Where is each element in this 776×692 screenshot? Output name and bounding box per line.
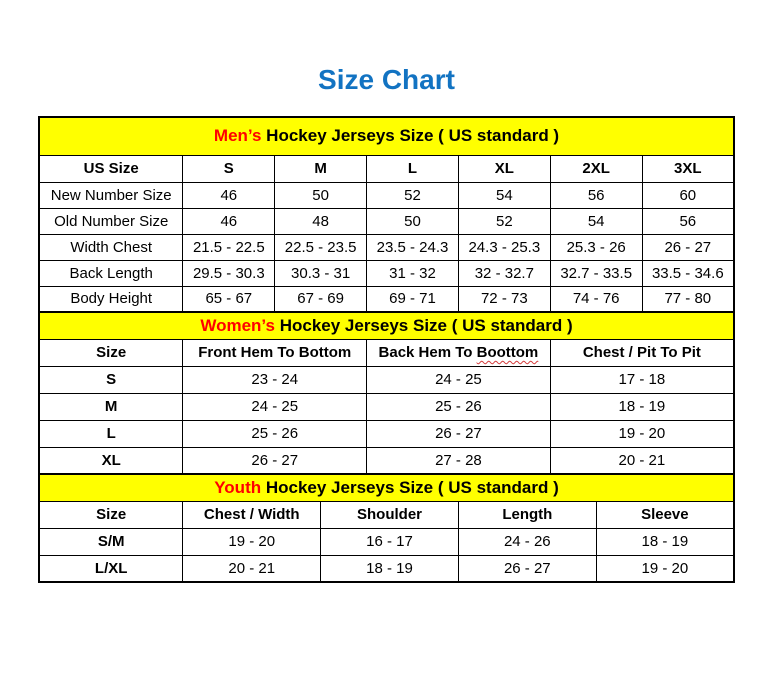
table-row [39, 447, 734, 474]
table-row [39, 208, 734, 234]
mens-banner-row [39, 117, 734, 155]
size-value-cell: 31 - 32 [367, 260, 459, 286]
banner-rest-text: Hockey Jerseys Size ( US standard ) [274, 315, 573, 335]
column-header: XL [458, 155, 550, 182]
size-value-cell: 26 - 27 [183, 447, 367, 474]
size-value-cell: 21.5 - 22.5 [183, 234, 275, 260]
table-row [39, 366, 734, 393]
column-header: Chest / Pit To Pit [550, 339, 734, 366]
size-value-cell: 22.5 - 23.5 [275, 234, 367, 260]
table-row [39, 393, 734, 420]
size-value-cell: 24 - 25 [367, 366, 551, 393]
banner-accent-text: Youth [214, 477, 262, 497]
table-row [39, 234, 734, 260]
size-value-cell: 29.5 - 30.3 [183, 260, 275, 286]
misspelled-word: Boottom [476, 344, 539, 361]
size-value-cell: 48 [275, 208, 367, 234]
size-value-cell: 19 - 20 [596, 555, 734, 582]
size-value-cell: 52 [458, 208, 550, 234]
column-header: US Size [39, 155, 183, 182]
size-value-cell: 24.3 - 25.3 [458, 234, 550, 260]
size-value-cell: 26 - 27 [642, 234, 734, 260]
size-value-cell: 25 - 26 [367, 393, 551, 420]
size-value-cell: 18 - 19 [550, 393, 734, 420]
column-header: M [275, 155, 367, 182]
mens-size-table [38, 116, 735, 313]
womens-banner-row [39, 312, 734, 339]
column-header: Length [458, 501, 596, 528]
table-row [39, 555, 734, 582]
size-value-cell: 67 - 69 [275, 286, 367, 312]
size-value-cell: 25 - 26 [183, 420, 367, 447]
size-value-cell: 65 - 67 [183, 286, 275, 312]
size-chart-tables [38, 116, 735, 583]
womens-banner [39, 312, 734, 339]
size-value-cell: 20 - 21 [183, 555, 321, 582]
size-value-cell: 24 - 26 [458, 528, 596, 555]
youth-banner [39, 474, 734, 501]
size-value-cell: 27 - 28 [367, 447, 551, 474]
youth-banner-row [39, 474, 734, 501]
size-value-cell: 25.3 - 26 [550, 234, 642, 260]
size-value-cell: 46 [183, 182, 275, 208]
size-value-cell: 18 - 19 [596, 528, 734, 555]
size-value-cell: 18 - 19 [321, 555, 459, 582]
mens-banner [39, 117, 734, 155]
row-label: S [39, 366, 183, 393]
table-row [39, 182, 734, 208]
size-value-cell: 54 [550, 208, 642, 234]
size-value-cell: 24 - 25 [183, 393, 367, 420]
table-row [39, 260, 734, 286]
size-value-cell: 16 - 17 [321, 528, 459, 555]
size-value-cell: 23 - 24 [183, 366, 367, 393]
size-value-cell: 20 - 21 [550, 447, 734, 474]
size-value-cell: 50 [275, 182, 367, 208]
size-value-cell: 26 - 27 [367, 420, 551, 447]
size-value-cell: 33.5 - 34.6 [642, 260, 734, 286]
size-value-cell: 60 [642, 182, 734, 208]
row-label: L/XL [39, 555, 183, 582]
column-header: 3XL [642, 155, 734, 182]
column-header: Size [39, 501, 183, 528]
banner-accent-text: Men’s [213, 126, 262, 146]
row-label: L [39, 420, 183, 447]
column-header: Back Hem To Boottom [367, 339, 551, 366]
column-header: Size [39, 339, 183, 366]
size-value-cell: 69 - 71 [367, 286, 459, 312]
row-label: Body Height [39, 286, 183, 312]
column-header: Front Hem To Bottom [183, 339, 367, 366]
youth-size-table [38, 473, 735, 583]
size-value-cell: 26 - 27 [458, 555, 596, 582]
page-title: Size Chart [318, 64, 455, 95]
header-row [39, 155, 734, 182]
row-label: Old Number Size [39, 208, 183, 234]
table-row [39, 286, 734, 312]
banner-rest-text: Hockey Jerseys Size ( US standard ) [261, 477, 559, 497]
row-label: XL [39, 447, 183, 474]
size-value-cell: 56 [642, 208, 734, 234]
size-value-cell: 74 - 76 [550, 286, 642, 312]
table-row [39, 420, 734, 447]
size-value-cell: 56 [550, 182, 642, 208]
column-header: L [367, 155, 459, 182]
size-value-cell: 32.7 - 33.5 [550, 260, 642, 286]
row-label: Width Chest [39, 234, 183, 260]
header-row [39, 501, 734, 528]
size-value-cell: 32 - 32.7 [458, 260, 550, 286]
row-label: Back Length [39, 260, 183, 286]
size-value-cell: 46 [183, 208, 275, 234]
row-label: M [39, 393, 183, 420]
column-header: Chest / Width [183, 501, 321, 528]
womens-size-table [38, 311, 735, 475]
column-header: Shoulder [321, 501, 459, 528]
row-label: S/M [39, 528, 183, 555]
size-value-cell: 19 - 20 [183, 528, 321, 555]
size-value-cell: 77 - 80 [642, 286, 734, 312]
size-value-cell: 17 - 18 [550, 366, 734, 393]
size-value-cell: 54 [458, 182, 550, 208]
size-value-cell: 23.5 - 24.3 [367, 234, 459, 260]
column-header: S [183, 155, 275, 182]
header-row [39, 339, 734, 366]
banner-rest-text: Hockey Jerseys Size ( US standard ) [261, 126, 560, 146]
row-label: New Number Size [39, 182, 183, 208]
column-header: Sleeve [596, 501, 734, 528]
table-row [39, 528, 734, 555]
column-header: 2XL [550, 155, 642, 182]
banner-accent-text: Women’s [200, 315, 275, 335]
size-value-cell: 30.3 - 31 [275, 260, 367, 286]
size-value-cell: 19 - 20 [550, 420, 734, 447]
size-value-cell: 72 - 73 [458, 286, 550, 312]
size-value-cell: 50 [367, 208, 459, 234]
size-value-cell: 52 [367, 182, 459, 208]
